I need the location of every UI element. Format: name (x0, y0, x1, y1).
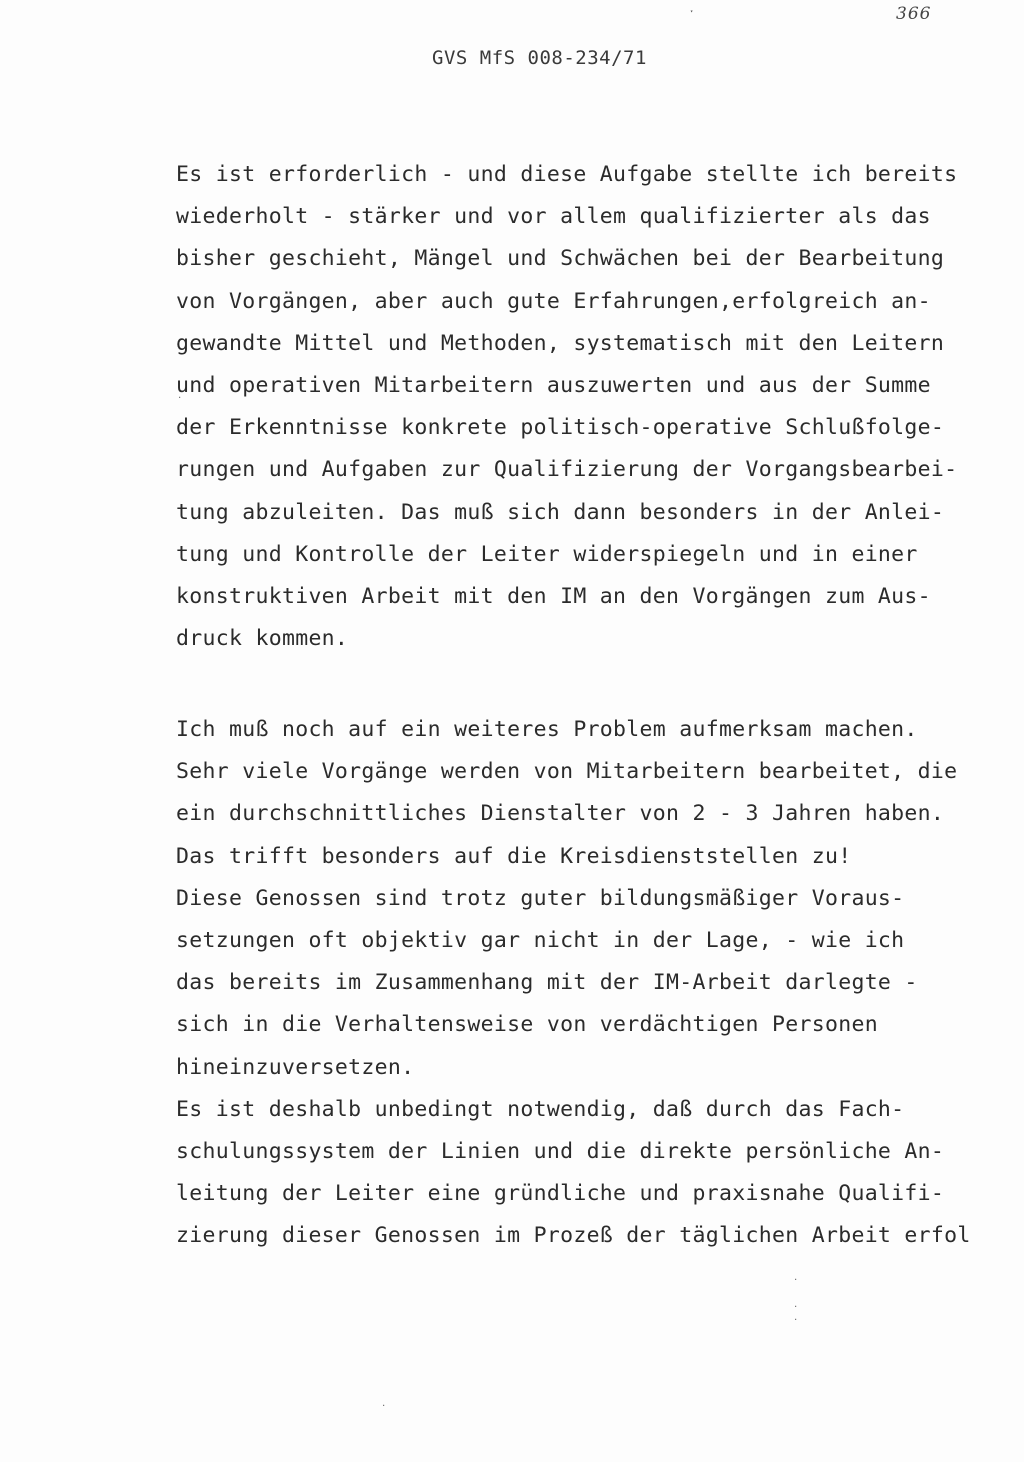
text-line: leitung der Leiter eine gründliche und praxisnahe Qualifi- (176, 1181, 945, 1207)
text-line: tung und Kontrolle der Leiter widerspiegeln und in einer (176, 541, 918, 567)
text-line: und operativen Mitarbeitern auszuwerten und aus der Summe (176, 373, 931, 399)
scan-speck-icon: ˙ (380, 1403, 388, 1417)
text-line: Das trifft besonders auf die Kreisdienststellen zu! (176, 843, 852, 869)
text-line: Sehr viele Vorgänge werden von Mitarbeitern bearbeitet, die (176, 759, 958, 785)
text-line: tung abzuleiten. Das muß sich dann besonders in der Anlei- (176, 499, 945, 525)
text-line: bisher geschieht, Mängel und Schwächen bei der Bearbeitung (176, 246, 945, 272)
text-line: druck kommen. (176, 626, 349, 652)
text-line: Ich muß noch auf ein weiteres Problem aufmerksam machen. (176, 717, 918, 742)
scan-speck-icon: ˙ (792, 1304, 800, 1318)
text-line: Diese Genossen sind trotz guter bildungsmäßiger Voraus- (176, 885, 905, 911)
text-line: rungen und Aufgaben zur Qualifizierung der Vorgangsbearbei- (176, 457, 958, 483)
text-line: Es ist deshalb unbedingt notwendig, daß durch das Fach- (176, 1096, 905, 1122)
text-line: der Erkenntnisse konkrete politisch-operative Schlußfolge- (176, 415, 945, 441)
text-line: sich in die Verhaltensweise von verdächtigen Personen (176, 1012, 878, 1038)
scan-speck-icon: ˙ (176, 395, 184, 409)
text-line: Es ist erforderlich - und diese Aufgabe stellte ich bereits (176, 162, 958, 187)
scan-speck-icon: ˙ (792, 1277, 800, 1291)
scan-speck-icon: ˙ (792, 1317, 800, 1331)
text-line: wiederholt - stärker und vor allem qualifizierter als das (176, 204, 931, 230)
text-line: von Vorgängen, aber auch gute Erfahrungen,erfolgreich an- (176, 288, 931, 314)
paragraph-2 (176, 709, 971, 1258)
text-line: schulungssystem der Linien und die direkte persönliche An- (176, 1139, 945, 1165)
tick-mark-icon: ˑ (688, 6, 696, 20)
page-number: 366 (896, 4, 932, 24)
text-line: ein durchschnittliches Dienstalter von 2 - 3 Jahren haben. (176, 801, 945, 827)
text-line: zierung dieser Genossen im Prozeß der täglichen Arbeit erfol (176, 1223, 971, 1249)
document-code: GVS MfS 008-234/71 (432, 47, 647, 69)
text-line: hineinzuversetzen. (176, 1054, 415, 1080)
text-line: konstruktiven Arbeit mit den IM an den Vorgängen zum Aus- (176, 584, 931, 610)
text-line: gewandte Mittel und Methoden, systematisch mit den Leitern (176, 330, 945, 356)
paragraph-1 (176, 154, 957, 660)
text-line: das bereits im Zusammenhang mit der IM-Arbeit darlegte - (176, 970, 918, 996)
text-line: setzungen oft objektiv gar nicht in der Lage, - wie ich (176, 928, 905, 954)
